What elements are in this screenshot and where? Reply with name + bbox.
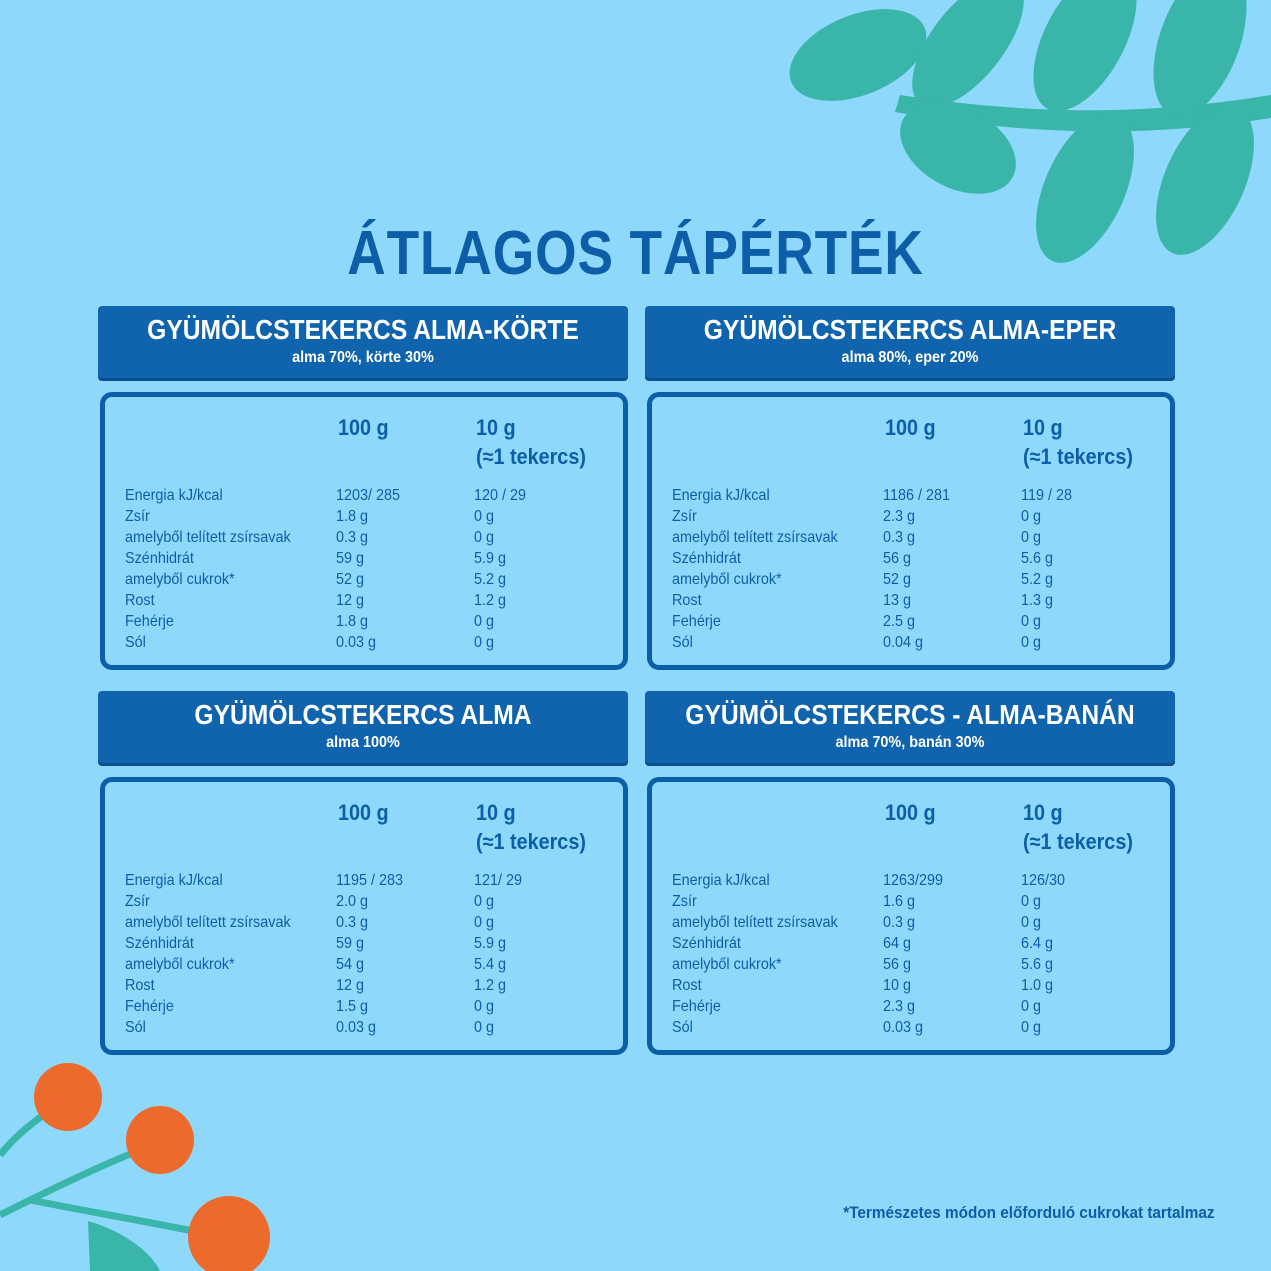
product-composition: alma 80%, eper 20% bbox=[841, 349, 979, 366]
nutrient-label: amelyből telített zsírsavak bbox=[672, 914, 838, 931]
value-per-serving: 1.0 g bbox=[1021, 977, 1054, 994]
table-row bbox=[125, 870, 605, 891]
table-row bbox=[125, 891, 605, 912]
value-per-100g: 56 g bbox=[883, 550, 912, 567]
product-composition: alma 70%, banán 30% bbox=[835, 734, 985, 751]
value-per-serving: 119 / 28 bbox=[1021, 487, 1072, 504]
value-per-100g: 52 g bbox=[883, 571, 912, 588]
column-header-100g: 100 g bbox=[885, 800, 936, 825]
nutrient-label: Sól bbox=[125, 634, 146, 651]
value-per-serving: 126/30 bbox=[1021, 872, 1066, 889]
nutrient-label: amelyből telített zsírsavak bbox=[672, 529, 838, 546]
nutrient-label: amelyből telített zsírsavak bbox=[125, 914, 291, 931]
value-per-serving: 1.3 g bbox=[1021, 592, 1054, 609]
value-per-100g: 10 g bbox=[883, 977, 912, 994]
nutrient-label: amelyből cukrok* bbox=[125, 571, 235, 588]
nutrient-label: Rost bbox=[672, 977, 702, 994]
column-header-100g: 100 g bbox=[338, 800, 389, 825]
value-per-100g: 1195 / 283 bbox=[336, 872, 403, 889]
column-header-10g: 10 g bbox=[476, 800, 516, 825]
table-row bbox=[672, 891, 1152, 912]
table-row bbox=[125, 933, 605, 954]
product-name: GYÜMÖLCSTEKERCS ALMA bbox=[194, 699, 532, 730]
value-per-100g: 0.3 g bbox=[883, 529, 916, 546]
value-per-serving: 0 g bbox=[1021, 613, 1042, 630]
nutrient-label: Energia kJ/kcal bbox=[672, 872, 770, 889]
nutrient-label: Rost bbox=[125, 977, 155, 994]
nutrient-label: Energia kJ/kcal bbox=[672, 487, 770, 504]
table-row bbox=[672, 933, 1152, 954]
value-per-100g: 1.8 g bbox=[336, 613, 369, 630]
value-per-100g: 1.5 g bbox=[336, 998, 369, 1015]
value-per-serving: 0 g bbox=[1021, 529, 1042, 546]
nutrition-table bbox=[100, 777, 628, 1055]
product-composition: alma 70%, körte 30% bbox=[292, 349, 434, 366]
table-row bbox=[672, 1017, 1152, 1038]
nutrition-rows bbox=[672, 485, 1152, 653]
footnote: *Természetes módon előforduló cukrokat tartalmaz bbox=[843, 1203, 1215, 1222]
nutrient-label: Zsír bbox=[125, 893, 150, 910]
value-per-100g: 56 g bbox=[883, 956, 912, 973]
card-header bbox=[98, 691, 628, 763]
value-per-serving: 0 g bbox=[474, 998, 495, 1015]
value-per-100g: 13 g bbox=[883, 592, 912, 609]
value-per-serving: 5.6 g bbox=[1021, 956, 1054, 973]
value-per-serving: 0 g bbox=[474, 893, 495, 910]
value-per-100g: 2.3 g bbox=[883, 998, 916, 1015]
value-per-100g: 0.3 g bbox=[336, 529, 369, 546]
value-per-100g: 0.04 g bbox=[883, 634, 924, 651]
table-row bbox=[125, 1017, 605, 1038]
nutrient-label: Rost bbox=[672, 592, 702, 609]
product-composition: alma 100% bbox=[326, 734, 400, 751]
value-per-serving: 5.2 g bbox=[474, 571, 507, 588]
value-per-serving: 6.4 g bbox=[1021, 935, 1054, 952]
product-name: GYÜMÖLCSTEKERCS - ALMA-BANÁN bbox=[685, 699, 1135, 730]
nutrient-label: Szénhidrát bbox=[125, 550, 194, 567]
table-row bbox=[125, 912, 605, 933]
nutrition-table bbox=[647, 392, 1175, 670]
table-row bbox=[672, 954, 1152, 975]
value-per-serving: 0 g bbox=[1021, 1019, 1042, 1036]
table-row bbox=[672, 975, 1152, 996]
value-per-100g: 12 g bbox=[336, 592, 365, 609]
nutrient-label: Sól bbox=[125, 1019, 146, 1036]
value-per-serving: 0 g bbox=[474, 508, 495, 525]
column-header-10g: 10 g bbox=[476, 415, 516, 440]
table-row bbox=[672, 548, 1152, 569]
value-per-serving: 1.2 g bbox=[474, 977, 507, 994]
column-header-100g: 100 g bbox=[885, 415, 936, 440]
value-per-100g: 2.0 g bbox=[336, 893, 369, 910]
table-row bbox=[672, 912, 1152, 933]
value-per-serving: 0 g bbox=[1021, 634, 1042, 651]
table-row bbox=[125, 632, 605, 653]
column-header-100g: 100 g bbox=[338, 415, 389, 440]
value-per-100g: 0.03 g bbox=[336, 634, 377, 651]
column-header-serving: (≈1 tekercs) bbox=[476, 829, 586, 854]
product-name: GYÜMÖLCSTEKERCS ALMA-EPER bbox=[703, 314, 1117, 345]
value-per-100g: 0.3 g bbox=[883, 914, 916, 931]
table-row bbox=[125, 611, 605, 632]
nutrient-label: Zsír bbox=[125, 508, 150, 525]
nutrient-label: Sól bbox=[672, 1019, 693, 1036]
nutrition-rows bbox=[125, 870, 605, 1038]
nutrient-label: Rost bbox=[125, 592, 155, 609]
nutrient-label: Szénhidrát bbox=[672, 550, 741, 567]
value-per-100g: 54 g bbox=[336, 956, 365, 973]
table-row bbox=[125, 590, 605, 611]
value-per-serving: 0 g bbox=[1021, 893, 1042, 910]
nutrition-rows bbox=[672, 870, 1152, 1038]
table-row bbox=[125, 569, 605, 590]
nutrient-label: amelyből telített zsírsavak bbox=[125, 529, 291, 546]
value-per-serving: 0 g bbox=[474, 529, 495, 546]
value-per-serving: 0 g bbox=[1021, 508, 1042, 525]
value-per-serving: 0 g bbox=[474, 613, 495, 630]
table-row bbox=[672, 590, 1152, 611]
table-row bbox=[672, 611, 1152, 632]
value-per-serving: 1.2 g bbox=[474, 592, 507, 609]
value-per-serving: 121/ 29 bbox=[474, 872, 523, 889]
column-header-10g: 10 g bbox=[1023, 800, 1063, 825]
berry-branch-icon bbox=[0, 1063, 270, 1271]
page-title: ÁTLAGOS TÁPÉRTÉK bbox=[347, 219, 924, 288]
value-per-100g: 0.3 g bbox=[336, 914, 369, 931]
table-row bbox=[672, 996, 1152, 1017]
value-per-100g: 1263/299 bbox=[883, 872, 944, 889]
nutrition-table bbox=[100, 392, 628, 670]
value-per-serving: 5.6 g bbox=[1021, 550, 1054, 567]
value-per-serving: 5.4 g bbox=[474, 956, 507, 973]
table-row bbox=[672, 506, 1152, 527]
table-row bbox=[672, 569, 1152, 590]
value-per-100g: 1186 / 281 bbox=[883, 487, 950, 504]
column-header-10g: 10 g bbox=[1023, 415, 1063, 440]
value-per-serving: 5.9 g bbox=[474, 550, 507, 567]
nutrient-label: Fehérje bbox=[125, 613, 174, 630]
nutrient-label: Zsír bbox=[672, 893, 697, 910]
nutrient-label: Fehérje bbox=[672, 998, 721, 1015]
nutrient-label: amelyből cukrok* bbox=[672, 956, 782, 973]
table-row bbox=[125, 996, 605, 1017]
table-row bbox=[672, 527, 1152, 548]
value-per-100g: 59 g bbox=[336, 935, 365, 952]
card-header bbox=[98, 306, 628, 378]
table-row bbox=[125, 954, 605, 975]
value-per-100g: 1203/ 285 bbox=[336, 487, 401, 504]
value-per-100g: 2.3 g bbox=[883, 508, 916, 525]
nutrient-label: Energia kJ/kcal bbox=[125, 487, 223, 504]
product-name: GYÜMÖLCSTEKERCS ALMA-KÖRTE bbox=[147, 314, 579, 345]
table-row bbox=[672, 870, 1152, 891]
nutrient-label: Szénhidrát bbox=[672, 935, 741, 952]
nutrient-label: Szénhidrát bbox=[125, 935, 194, 952]
nutrient-label: amelyből cukrok* bbox=[672, 571, 782, 588]
nutrition-table bbox=[647, 777, 1175, 1055]
value-per-100g: 2.5 g bbox=[883, 613, 916, 630]
value-per-serving: 0 g bbox=[1021, 998, 1042, 1015]
value-per-100g: 64 g bbox=[883, 935, 912, 952]
nutrient-label: amelyből cukrok* bbox=[125, 956, 235, 973]
column-header-serving: (≈1 tekercs) bbox=[1023, 829, 1133, 854]
value-per-100g: 0.03 g bbox=[883, 1019, 924, 1036]
table-row bbox=[125, 506, 605, 527]
value-per-serving: 0 g bbox=[474, 914, 495, 931]
value-per-serving: 0 g bbox=[474, 1019, 495, 1036]
value-per-100g: 1.6 g bbox=[883, 893, 916, 910]
table-row bbox=[125, 527, 605, 548]
column-header-serving: (≈1 tekercs) bbox=[1023, 444, 1133, 469]
table-row bbox=[125, 485, 605, 506]
nutrient-label: Sól bbox=[672, 634, 693, 651]
table-row bbox=[125, 975, 605, 996]
value-per-serving: 120 / 29 bbox=[474, 487, 527, 504]
nutrient-label: Fehérje bbox=[125, 998, 174, 1015]
value-per-serving: 0 g bbox=[474, 634, 495, 651]
card-header bbox=[645, 691, 1175, 763]
table-row bbox=[125, 548, 605, 569]
table-row bbox=[672, 485, 1152, 506]
value-per-100g: 1.8 g bbox=[336, 508, 369, 525]
value-per-100g: 12 g bbox=[336, 977, 365, 994]
value-per-serving: 5.2 g bbox=[1021, 571, 1054, 588]
table-row bbox=[672, 632, 1152, 653]
value-per-serving: 0 g bbox=[1021, 914, 1042, 931]
value-per-100g: 59 g bbox=[336, 550, 365, 567]
value-per-100g: 52 g bbox=[336, 571, 365, 588]
card-header bbox=[645, 306, 1175, 378]
nutrient-label: Fehérje bbox=[672, 613, 721, 630]
nutrient-label: Energia kJ/kcal bbox=[125, 872, 223, 889]
value-per-serving: 5.9 g bbox=[474, 935, 507, 952]
nutrient-label: Zsír bbox=[672, 508, 697, 525]
nutrition-rows bbox=[125, 485, 605, 653]
value-per-100g: 0.03 g bbox=[336, 1019, 377, 1036]
column-header-serving: (≈1 tekercs) bbox=[476, 444, 586, 469]
